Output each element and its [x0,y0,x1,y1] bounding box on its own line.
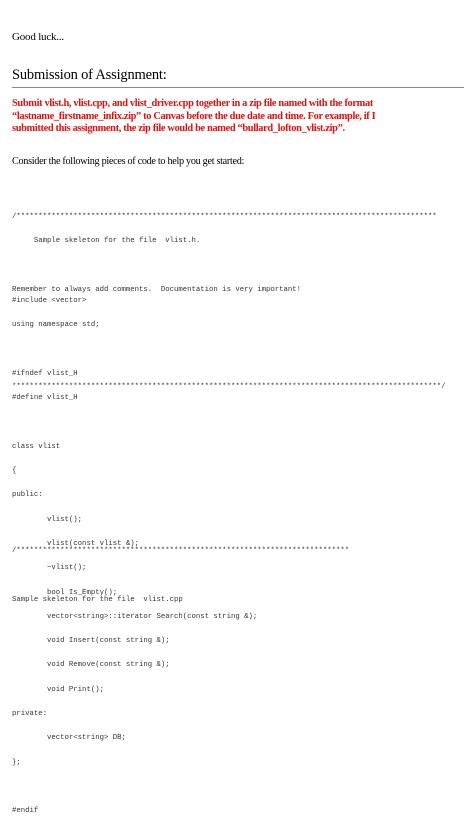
code-line: }; [12,758,21,767]
code-line: using namespace std; [12,321,100,330]
submission-instructions [12,98,470,136]
code-line: void Print(); [12,685,104,694]
code-line: bool Is_Empty(); [12,588,118,597]
code-line: void Insert(const string &); [12,637,170,646]
code-line: /************************************************************************************************ [12,213,437,222]
code-line: #ifndef vlist_H [12,370,78,379]
code-line [12,571,349,579]
code-line: **************************************************************************************************/ [12,383,446,392]
code-line: vlist(); [12,515,83,524]
code-line [12,346,257,354]
code-line: vector<string> DB; [12,734,126,743]
instruction-line: submitted this assignment, the zip file would be named “bullard_lofton_vlist.zip”. [12,123,345,135]
heading-divider [12,87,464,88]
code-line: Sample skeleton for the file vlist.h. [12,237,201,246]
code-line: public: [12,491,43,500]
code-line: /**************************************************************************** [12,547,350,556]
code-line [12,419,257,427]
instruction-line: “lastname_firstname_infix.zip” to Canvas before the due date and time. For example, if I [12,110,376,122]
code-line: vector<string>::iterator Search(const string &); [12,612,258,621]
instruction-line: Submit vlist.h, vlist.cpp, and vlist_driver.cpp together in a zip file named with the format [12,98,373,109]
intro-text: Consider the following pieces of code to help you get started: [12,156,245,167]
code-line: #endif [12,807,39,816]
code-line: void Remove(const string &); [12,661,170,670]
code-line: { [12,467,17,476]
code-line: #define vlist_H [12,394,78,403]
code-line: vlist(const vlist &); [12,540,139,548]
code-line: private: [12,709,48,718]
code-line: class vlist [12,442,61,451]
good-luck-text: Good luck... [12,31,64,43]
code-line: Remember to always add comments. Documentation is very important! [12,286,302,295]
code-line: #include <vector> [12,297,87,306]
code-block-vlist-cpp [12,531,349,620]
section-heading: Submission of Assignment: [12,67,167,83]
code-line: Sample skeleton for the file vlist.cpp [12,595,183,604]
code-line: ~vlist(); [12,564,87,573]
code-line [12,262,446,270]
code-line [12,783,257,791]
